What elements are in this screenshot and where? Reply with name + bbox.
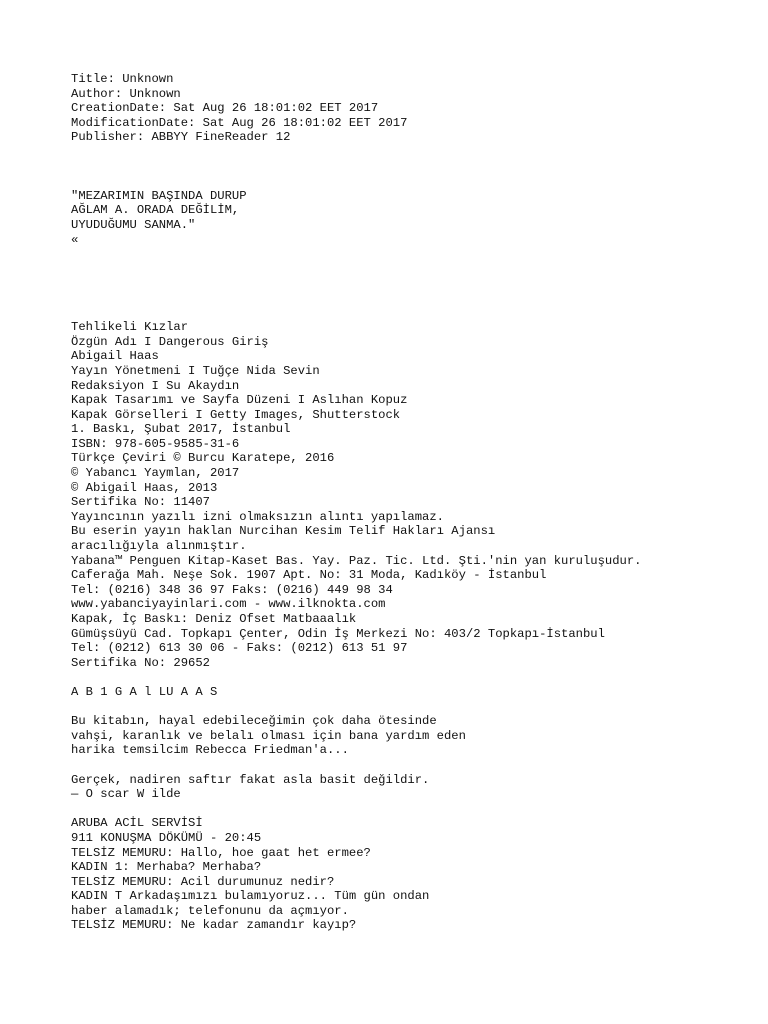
- credits-line: Kapak Tasarımı ve Sayfa Düzeni I Aslıhan Kopuz: [71, 393, 408, 408]
- transcript-line: KADIN T Arkadaşımızı bulamıyoruz... Tüm gün ondan: [71, 889, 430, 904]
- transcript-line: TELSİZ MEMURU: Ne kadar zamandır kayıp?: [71, 918, 357, 933]
- metadata-modification-date: ModificationDate: Sat Aug 26 18:01:02 EET 2017: [71, 115, 408, 130]
- credits-line: Tel: (0212) 613 30 06 - Faks: (0212) 613 51 97: [71, 641, 408, 656]
- metadata-author: Author: Unknown: [71, 86, 181, 101]
- credits-block: [71, 320, 761, 670]
- epigraph-line: AĞLAM A. ORADA DEĞİLİM,: [71, 203, 240, 218]
- transcript-block: [71, 816, 761, 933]
- credits-line: www.yabanciyayinlari.com - www.ilknokta.com: [71, 597, 386, 612]
- dedication-block: [71, 714, 761, 758]
- epigraph-block: [71, 189, 761, 247]
- transcript-line: TELSİZ MEMURU: Hallo, hoe gaat het ermee?: [71, 845, 371, 860]
- spacer: [71, 247, 761, 320]
- spacer: [71, 802, 761, 817]
- credits-line: Türkçe Çeviri © Burcu Karatepe, 2016: [71, 451, 335, 466]
- dedication-line: harika temsilcim Rebecca Friedman'a...: [71, 743, 349, 758]
- quote-text: Gerçek, nadiren saftır fakat asla basit değildir.: [71, 772, 430, 787]
- credits-line: Tel: (0216) 348 36 97 Faks: (0216) 449 98 34: [71, 582, 393, 597]
- metadata-title: Title: Unknown: [71, 72, 174, 86]
- dedication-line: Bu kitabın, hayal edebileceğimin çok daha ötesinde: [71, 714, 437, 729]
- credits-line: Özgün Adı I Dangerous Giriş: [71, 334, 269, 349]
- credits-line: Kapak, İç Baskı: Deniz Ofset Matbaaalık: [71, 612, 357, 627]
- credits-line: Tehlikeli Kızlar: [71, 320, 189, 335]
- spacer: [71, 670, 761, 685]
- quote-block: [71, 773, 761, 802]
- credits-line: Yabana™ Penguen Kitap-Kaset Bas. Yay. Paz. Tic. Ltd. Şti.'nin yan kuruluşudur.: [71, 553, 642, 568]
- credits-line: Sertifika No: 11407: [71, 495, 210, 510]
- spacer: [71, 700, 761, 715]
- transcript-line: KADIN 1: Merhaba? Merhaba?: [71, 860, 262, 875]
- credits-line: Gümüşsüyü Cad. Topkapı Çenter, Odin İş Merkezi No: 403/2 Topkapı-İstanbul: [71, 626, 605, 641]
- credits-line: ISBN: 978-605-9585-31-6: [71, 436, 240, 451]
- transcript-heading: ARUBA ACİL SERVİSİ: [71, 816, 203, 831]
- credits-line: Yayın Yönetmeni I Tuğçe Nida Sevin: [71, 363, 320, 378]
- epigraph-line: «: [71, 232, 79, 247]
- credits-line: © Yabancı Yaymlan, 2017: [71, 466, 240, 481]
- credits-line: 1. Baskı, Şubat 2017, İstanbul: [71, 422, 291, 437]
- credits-line: Kapak Görselleri I Getty Images, Shutterstock: [71, 407, 401, 422]
- credits-line: Redaksiyon I Su Akaydın: [71, 378, 240, 393]
- author-heading-block: [71, 685, 761, 700]
- credits-line: Caferağa Mah. Neşe Sok. 1907 Apt. No: 31 Moda, Kadıköy - İstanbul: [71, 568, 547, 583]
- spacer: [71, 758, 761, 773]
- credits-line: Abigail Haas: [71, 349, 159, 364]
- metadata-block: [71, 72, 761, 145]
- spacer: [71, 145, 761, 189]
- credits-line: Sertifika No: 29652: [71, 655, 210, 670]
- transcript-line: TELSİZ MEMURU: Acil durumunuz nedir?: [71, 874, 335, 889]
- author-heading: A B 1 G A l LU A A S: [71, 684, 218, 699]
- epigraph-line: UYUDUĞUMU SANMA.": [71, 217, 196, 232]
- transcript-line: haber alamadık; telefonunu da açmıyor.: [71, 903, 349, 918]
- credits-line: Yayıncının yazılı izni olmaksızın alıntı yapılamaz.: [71, 509, 444, 524]
- epigraph-line: "MEZARIMIN BAŞINDA DURUP: [71, 188, 247, 203]
- dedication-line: vahşi, karanlık ve belalı olması için bana yardım eden: [71, 728, 466, 743]
- credits-line: © Abigail Haas, 2013: [71, 480, 218, 495]
- credits-line: aracılığıyla alınmıştır.: [71, 539, 247, 554]
- credits-line: Bu eserin yayın haklan Nurcihan Kesim Telif Hakları Ajansı: [71, 524, 496, 539]
- quote-attribution: — O scar W ilde: [71, 787, 181, 802]
- document-page: [71, 72, 761, 933]
- metadata-publisher: Publisher: ABBYY FineReader 12: [71, 130, 291, 145]
- transcript-subheading: 911 KONUŞMA DÖKÜMÜ - 20:45: [71, 830, 262, 845]
- metadata-creation-date: CreationDate: Sat Aug 26 18:01:02 EET 2017: [71, 101, 379, 116]
